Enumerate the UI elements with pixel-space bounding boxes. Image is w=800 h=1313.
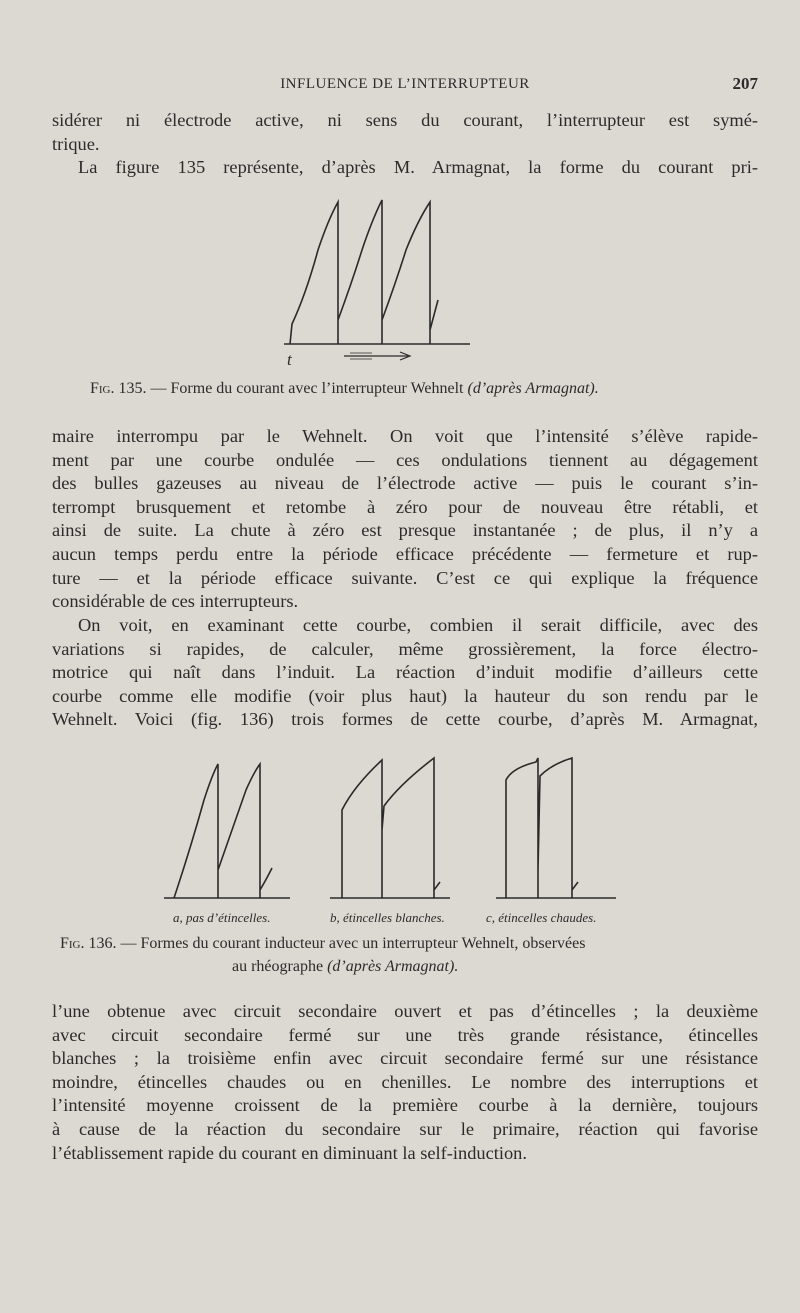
figure-136-label-a: a, pas d’étincelles. [173, 910, 271, 925]
arrow-icon [342, 350, 412, 362]
text-line: moindre, étincelles chaudes ou en chenilles. Le nombre des interruptions et [52, 1071, 758, 1092]
paragraph-2 [52, 425, 758, 614]
figure-136-caption-line1: — Formes du courant inducteur avec un interrupteur Wehnelt, observées [116, 935, 586, 952]
text-line: ment par une courbe ondulée — ces ondulations tiennent au dégagement [52, 449, 758, 470]
text-line: maire interrompu par le Wehnelt. On voit que l’intensité s’élève rapide- [52, 426, 758, 446]
text-line: ture — et la période efficace suivante. C’est ce qui explique la fréquence [52, 567, 758, 588]
figure-136-waveforms [160, 750, 620, 910]
paragraph-1 [52, 109, 758, 180]
text-line: courbe comme elle modifie (voir plus haut) la hauteur du son rendu par le [52, 685, 758, 706]
text-line: trique. [52, 133, 100, 154]
running-title: INFLUENCE DE L’INTERRUPTEUR [280, 76, 530, 92]
figure-135-caption [90, 378, 599, 399]
figure-135-caption-text: — Forme du courant avec l’interrupteur Wehnelt [146, 380, 468, 397]
text-line: Wehnelt. Voici (fig. 136) trois formes de cette courbe, d’après M. Armagnat, [52, 709, 758, 730]
text-line: aucun temps perdu entre la période efficace précédente — fermeture et rup- [52, 543, 758, 564]
figure-136-caption-continued [232, 956, 458, 977]
paragraph-3 [52, 614, 758, 732]
figure-136-caption [60, 933, 585, 954]
figure-135-waveform [280, 190, 480, 370]
text-line: terrompt brusquement et retombe à zéro pour de nouveau être rétabli, et [52, 496, 758, 517]
text-line: motrice qui naît dans l’induit. La réaction d’induit modifie d’ailleurs cette [52, 662, 758, 683]
text-line: à cause de la réaction du secondaire sur le primaire, réaction qui favorise [52, 1118, 758, 1139]
page-number: 207 [732, 74, 758, 93]
figure-136-label-b: b, étincelles blanches. [330, 910, 445, 925]
text-line: l’établissement rapide du courant en diminuant la self-induction. [52, 1142, 527, 1163]
text-line: l’une obtenue avec circuit secondaire ouvert et pas d’étincelles ; la deuxième [52, 1001, 758, 1021]
figure-135-source: (d’après Armagnat). [467, 380, 599, 397]
text-line: l’intensité moyenne croissent de la première courbe à la dernière, toujours [52, 1095, 758, 1116]
text-line: La figure 135 représente, d’après M. Armagnat, la forme du courant pri- [78, 157, 758, 178]
paragraph-4 [52, 1000, 758, 1165]
text-line: On voit, en examinant cette courbe, combien il serait difficile, avec des [78, 615, 758, 635]
text-line: ainsi de suite. La chute à zéro est presque instantanée ; de plus, il n’y a [52, 520, 758, 541]
figure-136-caption-line2: au rhéographe [232, 958, 328, 975]
text-line: des bulles gazeuses au niveau de l’électrode active — puis le courant s’in- [52, 473, 758, 494]
text-line: blanches ; la troisième enfin avec circuit secondaire fermé sur une résistance [52, 1048, 758, 1069]
figure-135-number: Fig. 135. [90, 380, 147, 397]
figure-136-curve-a [174, 764, 272, 898]
page-header [52, 74, 758, 98]
figure-136-curve-c [506, 758, 578, 898]
figure-136-curve-b [342, 758, 440, 898]
text-line: sidérer ni électrode active, ni sens du courant, l’interrupteur est symé- [52, 110, 758, 130]
text-line: variations si rapides, de calculer, même grossièrement, la force électro- [52, 638, 758, 659]
text-line: avec circuit secondaire fermé sur une très grande résistance, étincelles [52, 1024, 758, 1045]
figure-135-axis-label: t [287, 350, 292, 369]
figure-136-number: Fig. 136. [60, 935, 117, 952]
text-line: considérable de ces interrupteurs. [52, 591, 299, 612]
figure-135-curve [290, 200, 438, 344]
figure-136-source: (d’après Armagnat). [327, 958, 459, 975]
figure-136-label-c: c, étincelles chaudes. [486, 910, 597, 925]
